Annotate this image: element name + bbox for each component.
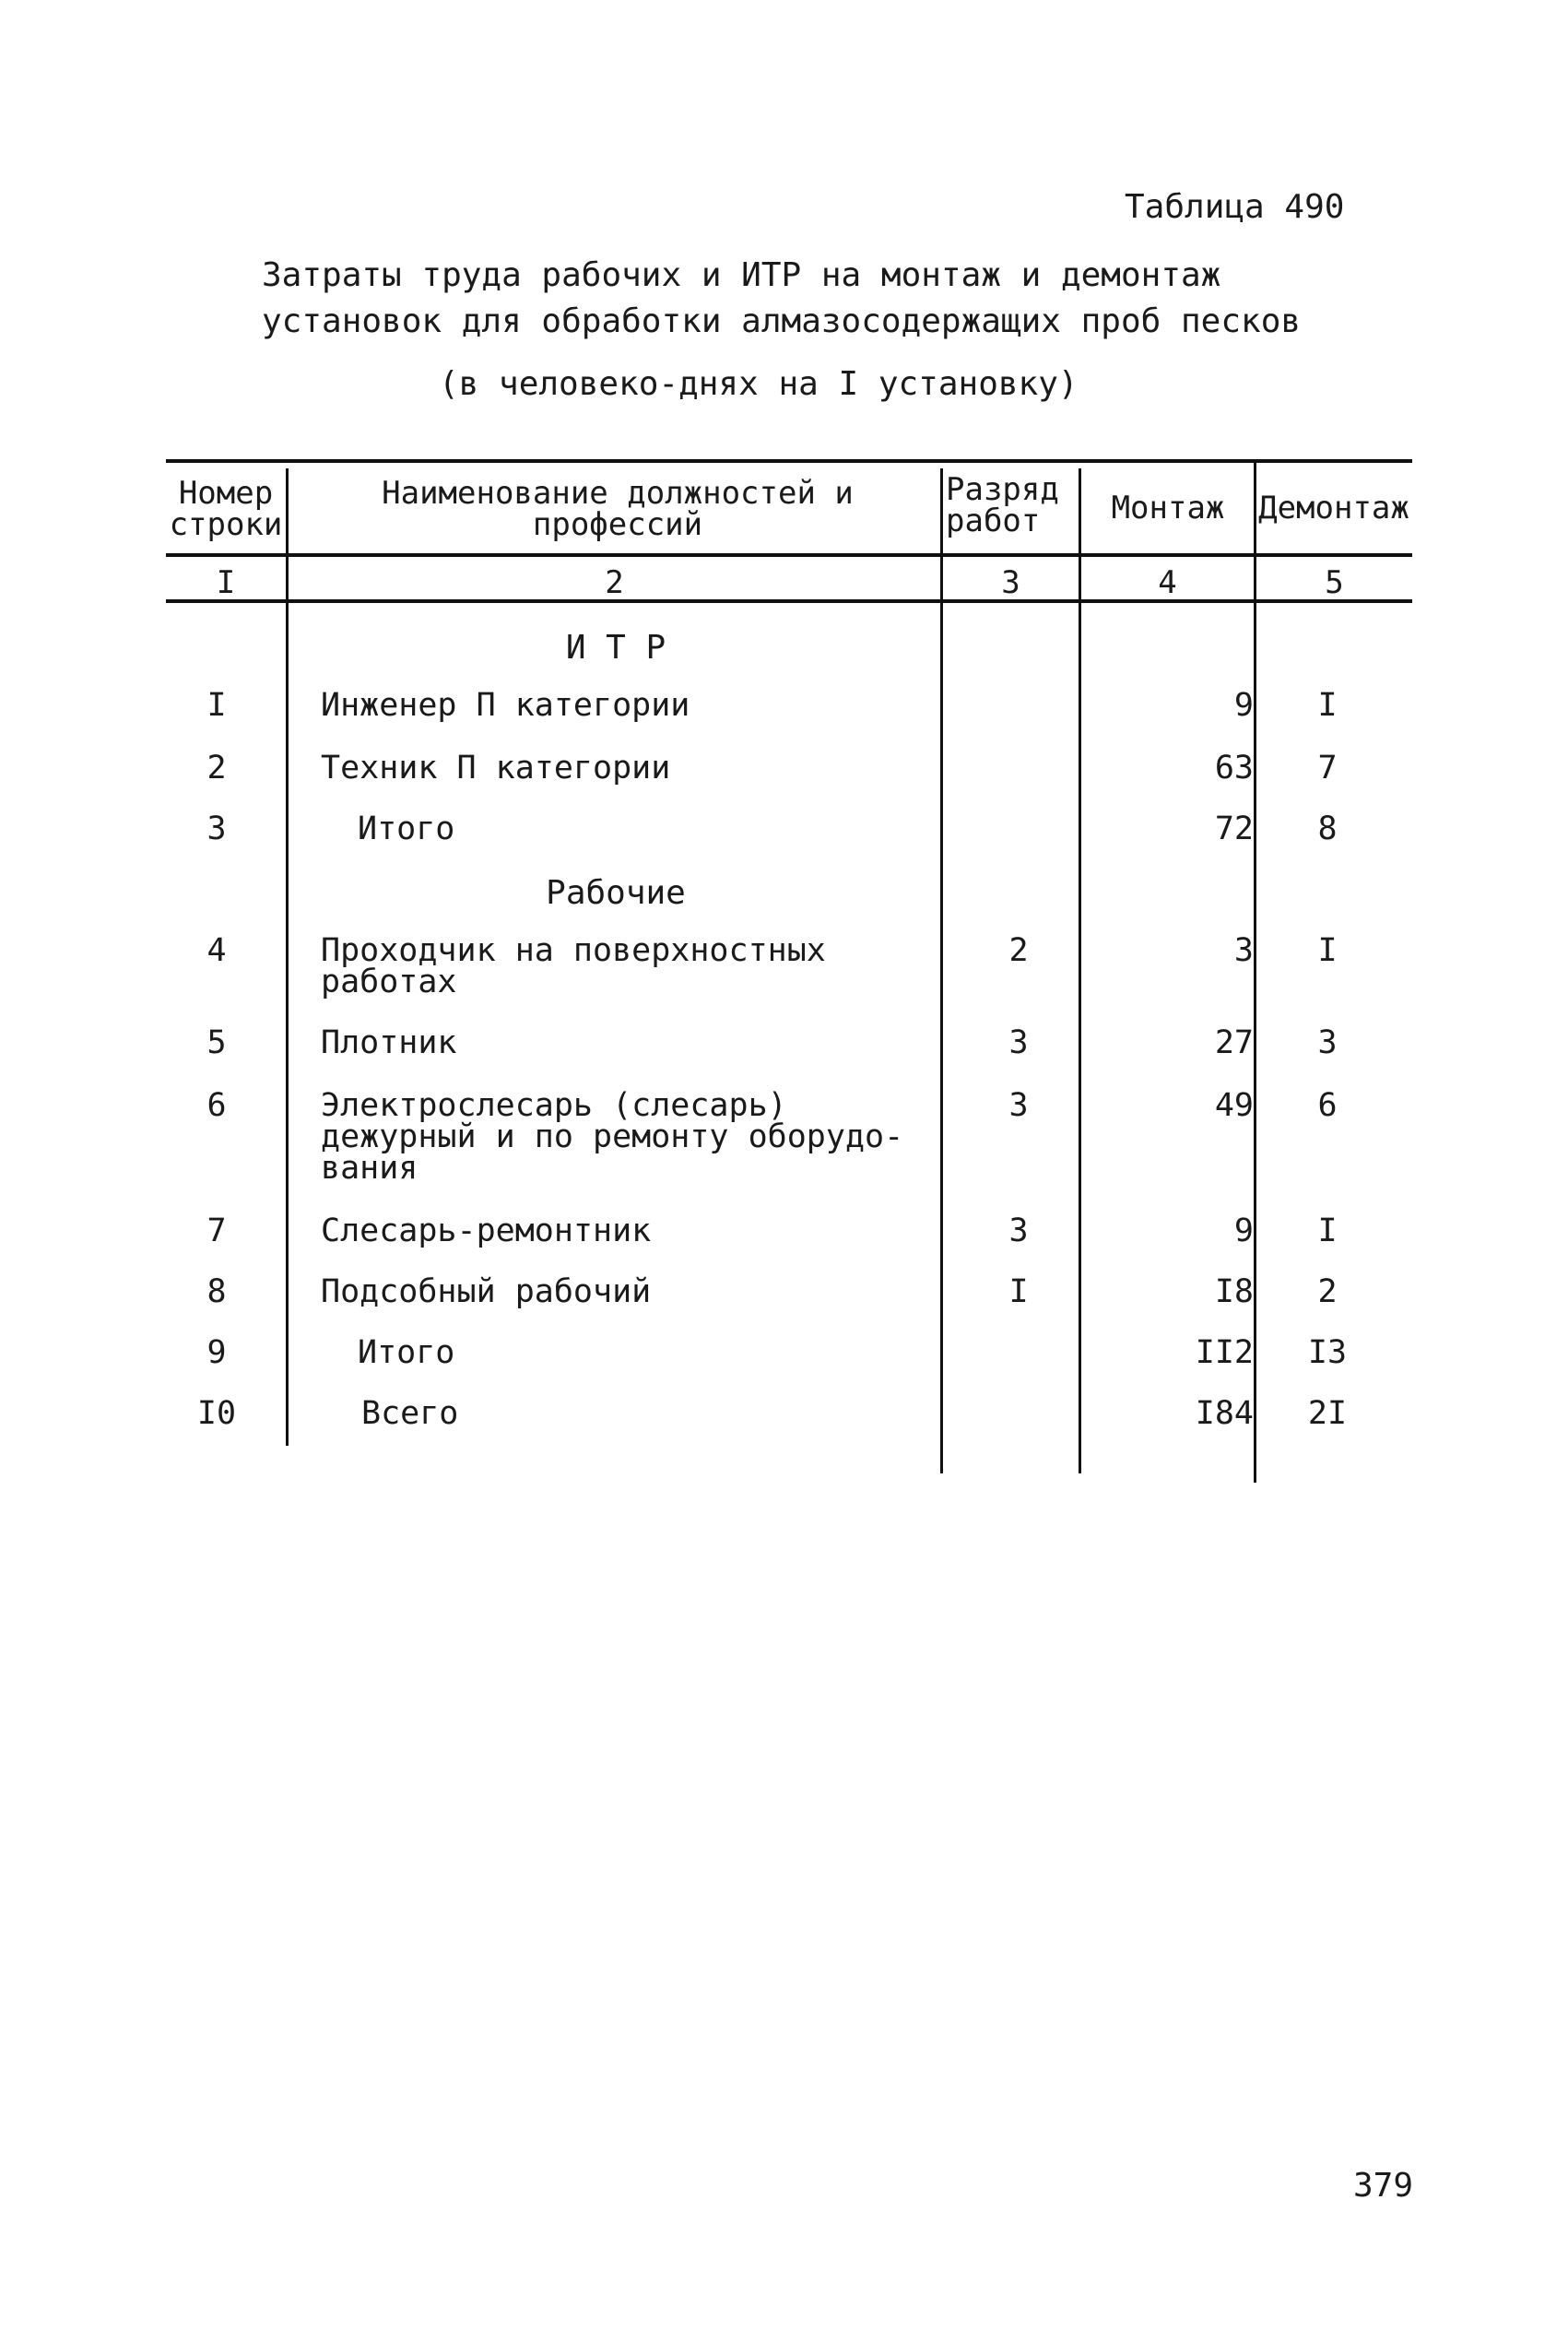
header-dismantling: Демонтаж xyxy=(1258,490,1409,526)
header-position-name-line2: профессий xyxy=(532,506,703,543)
table-caption-line-2: установок для обработки алмазосодержащих проб песков xyxy=(262,302,1302,340)
montage-value: I84 xyxy=(1195,1395,1254,1432)
header-row-number-line2: строки xyxy=(169,506,283,543)
column-divider-4 xyxy=(1254,459,1256,1483)
dismantling-value: 2I xyxy=(1307,1395,1348,1432)
page-number: 379 xyxy=(1353,2167,1414,2205)
position-name: Инженер П категории xyxy=(321,687,690,724)
row-number: 4 xyxy=(206,932,227,969)
header-montage: Монтаж xyxy=(1111,490,1225,526)
table-caption-line-1: Затраты труда рабочих и ИТР на монтаж и демонтаж xyxy=(262,256,1221,294)
montage-value: 27 xyxy=(1214,1024,1254,1061)
column-number-4: 4 xyxy=(1158,564,1177,601)
dismantling-value: I xyxy=(1317,932,1338,969)
montage-value: 63 xyxy=(1214,750,1254,787)
montage-value: 72 xyxy=(1214,810,1254,847)
header-position-name xyxy=(304,475,931,543)
row-number: 2 xyxy=(206,750,227,787)
table-number: Таблица 490 xyxy=(1125,188,1345,226)
column-number-3: 3 xyxy=(1001,564,1020,601)
table-units: (в человеко-днях на I установку) xyxy=(439,365,1079,403)
row-number: 7 xyxy=(206,1212,227,1249)
header-row-number-line1: Номер xyxy=(178,475,274,512)
dismantling-value: 7 xyxy=(1317,750,1338,787)
position-name: Электрослесарь (слесарь) дежурный и по ремонту оборудо-вания xyxy=(321,1087,904,1187)
row-number: I0 xyxy=(196,1395,237,1432)
montage-value: I8 xyxy=(1214,1273,1254,1310)
position-name: Всего xyxy=(361,1395,459,1432)
row-number: 8 xyxy=(206,1273,227,1310)
position-name: Итого xyxy=(358,810,455,847)
work-rank: 3 xyxy=(1008,1024,1029,1061)
montage-value: II2 xyxy=(1195,1334,1254,1371)
row-number: I xyxy=(206,687,227,724)
column-divider-3 xyxy=(1079,468,1081,1473)
work-rank: 2 xyxy=(1008,932,1029,969)
column-divider-1 xyxy=(286,468,289,1446)
header-bottom-rule xyxy=(166,553,1412,557)
position-name: Проходчик на поверхностных работах xyxy=(321,932,826,1000)
work-rank: 3 xyxy=(1008,1212,1029,1249)
dismantling-value: 2 xyxy=(1317,1273,1338,1310)
header-work-rank-line2: работ xyxy=(946,503,1041,539)
column-number-2: 2 xyxy=(605,564,624,601)
header-work-rank-line1: Разряд xyxy=(946,471,1059,508)
dismantling-value: 8 xyxy=(1317,810,1338,847)
row-number: 5 xyxy=(206,1024,227,1061)
row-number: 3 xyxy=(206,810,227,847)
row-number: 6 xyxy=(206,1087,227,1124)
montage-value: 49 xyxy=(1214,1087,1254,1124)
header-row-number xyxy=(166,475,286,543)
column-number-1: I xyxy=(216,564,236,601)
work-rank: I xyxy=(1008,1273,1029,1310)
dismantling-value: 3 xyxy=(1317,1024,1338,1061)
montage-value: 9 xyxy=(1233,1212,1254,1249)
section-heading-itr: И Т Р xyxy=(565,629,666,667)
dismantling-value: I3 xyxy=(1307,1334,1348,1371)
column-divider-2 xyxy=(940,468,943,1473)
table-top-rule xyxy=(166,459,1412,463)
position-name: Техник П категории xyxy=(321,750,671,787)
dismantling-value: I xyxy=(1317,1212,1338,1249)
dismantling-value: I xyxy=(1317,687,1338,724)
header-work-rank xyxy=(946,471,1075,539)
dismantling-value: 6 xyxy=(1317,1087,1338,1124)
column-number-5: 5 xyxy=(1325,564,1344,601)
position-name: Плотник xyxy=(321,1024,457,1061)
work-rank: 3 xyxy=(1008,1087,1029,1124)
position-name: Итого xyxy=(358,1334,455,1371)
position-name: Слесарь-ремонтник xyxy=(321,1212,652,1249)
section-heading-workers: Рабочие xyxy=(546,874,686,912)
montage-value: 3 xyxy=(1233,932,1254,969)
row-number: 9 xyxy=(206,1334,227,1371)
montage-value: 9 xyxy=(1233,687,1254,724)
position-name: Подсобный рабочий xyxy=(321,1273,652,1310)
header-position-name-line1: Наименование должностей и xyxy=(382,475,854,512)
